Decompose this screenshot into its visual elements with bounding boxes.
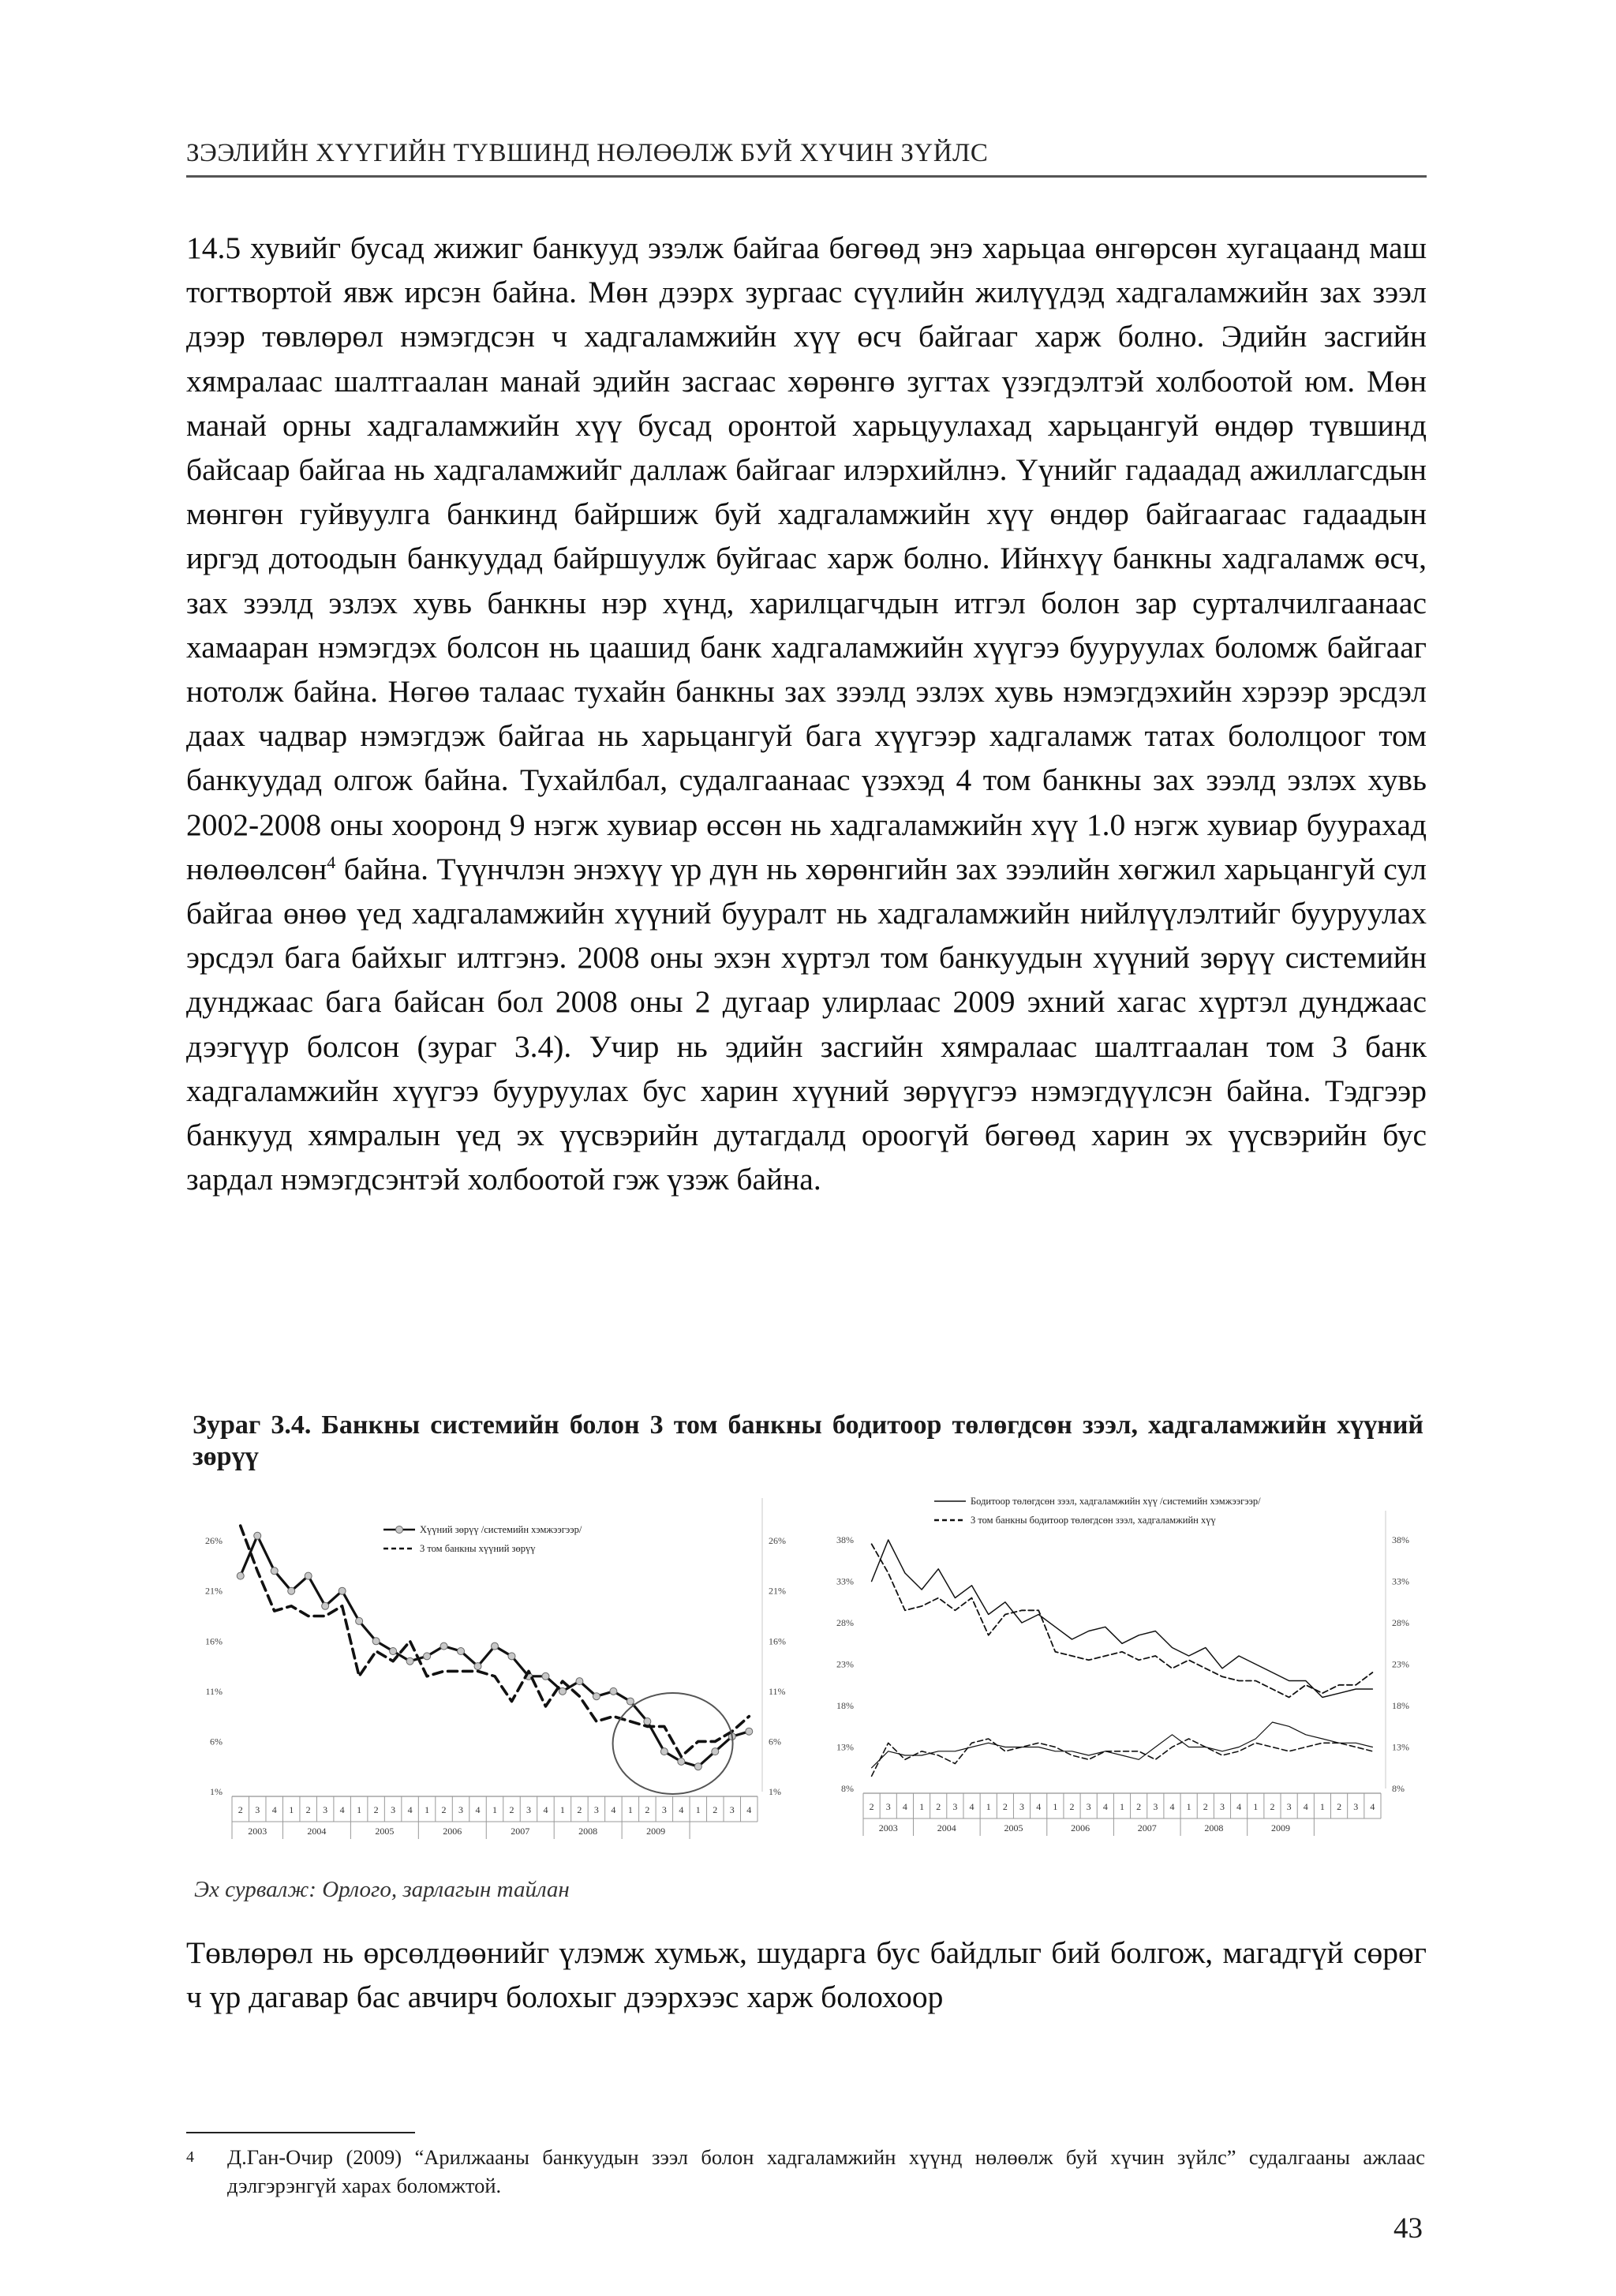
x-tick-label: 1 [1053,1801,1058,1812]
x-tick-label: 1 [919,1801,925,1812]
footnote-rule [186,2132,415,2133]
running-head-rule [186,175,1427,178]
x-tick-label: 4 [679,1804,684,1815]
x-tick-label: 2 [577,1804,582,1815]
x-tick-label: 2 [1337,1801,1342,1812]
y-tick-label-right: 16% [769,1635,786,1647]
x-tick-label: 1 [986,1801,991,1812]
x-tick-label: 4 [902,1801,907,1812]
y-tick-label-left: 11% [205,1685,223,1697]
legend-marker [396,1526,403,1534]
x-tick-label: 1 [492,1804,497,1815]
x-tick-label: 4 [746,1804,752,1815]
x-tick-label: 2 [509,1804,514,1815]
body-paragraph-2: Төвлөрөл нь өрсөлдөөнийг үлэмж хумьж, шударга бус байдлыг бий болгож, магадгүй сөрөг ч үр дагавар бас авчирч болохыг дээрхээс харж болохоор [186,1935,1427,2015]
y-tick-label-right: 8% [1392,1783,1405,1794]
x-tick-label: 2 [238,1804,243,1815]
x-tick-label: 1 [627,1804,633,1815]
running-head: ЗЭЭЛИЙН ХҮҮГИЙН ТҮВШИНД НӨЛӨӨЛЖ БУЙ ХҮЧИН ЗҮЙЛС [186,139,989,167]
x-tick-label: 2 [713,1804,718,1815]
x-tick-label: 3 [255,1804,260,1815]
paragraph-1-text: 14.5 хувийг бусад жижиг банкууд эзэлж байгаа бөгөөд энэ харьцаа өнгөрсөн хугацаанд маш тогтвортой явж ирсэн байна. Мөн дээрх зургаас сүүлийн жилүүдэд хадгаламжийн зах зээл дээр төвлөрөл нэмэгдсэн ч хадгаламжийн хүү өсч байгааг харж болно. Эдийн засгийн хямралаас шалтгаалан манай эдийн засгаас хөрөнгө зугтах үзэгдэлтэй холбоотой юм. Мөн манай орны хадгаламжийн хүү бусад оронтой харьцуулахад харьцангуй өндөр түвшинд байсаар байгаа нь хадгаламжийг даллаж байгааг илэрхийлнэ. Үүнийг гадаадад ажиллагсдын мөнгөн гуйвуулга банкинд байршиж буй хадгаламжийн хүү өндөр байгаагаас гадаадын иргэд дотоодын банкуудад байршуулж буйгаас харж болно. Ийнхүү банкны хадгаламж өсч, зах зээлд эзлэх хувь банкны нэр хүнд, харилцагчдын итгэл болон зар сурталчилгаанаас хамааран нэмэгдэх болсон нь цаашид банк хадгаламжийн хүүгээ бууруулах боломж байгааг нотолж байна. Нөгөө талаас тухайн банкны зах зээлд эзлэх хувь нэмэгдэхийн хэрээр эрсдэл даах чадвар нэмэгдэж байгаа нь харьцангуй бага хүүгээр хадгаламж татах бололцоог том банкуудад олгож байна. Тухайлбал, судалгаанаас үзэхэд 4 том банкны зах зээлд эзлэх хувь 2002-2008 оны хооронд 9 нэгж хувиар өссөн нь хадгаламжийн хүү 1.0 нэгж хувиар буурахад нөлөөлсөн [186,230,1427,886]
data-point-marker [237,1572,244,1579]
data-point-marker [322,1602,329,1609]
x-tick-label: 3 [1086,1801,1091,1812]
x-tick-label: 2 [1136,1801,1142,1812]
data-point-marker [694,1763,701,1770]
x-tick-label: 1 [1319,1801,1325,1812]
data-point-marker [492,1642,499,1650]
x-tick-label: 4 [407,1804,413,1815]
y-tick-label-left: 1% [210,1786,223,1797]
data-point-marker [254,1532,261,1539]
x-tick-label: 1 [559,1804,565,1815]
paragraph-1-continuation: байна. Түүнчлэн энэхүү үр дүн нь хөрөнгийн зах зээлийн хөгжил харьцангуй сул байгаа өнөө үед хадгаламжийн хүүний бууралт нь хадгаламжийн нийлүүлэлтийг бууруулах эрсдэл бага байхыг илтгэнэ. 2008 оны эхэн хүртэл том банкуудын хүүний зөрүү системийн дунджаас бага байсан бол 2008 оны 2 дугаар улирлаас 2009 эхний хагас хүртэл дунджаас дээгүүр болсон (зураг 3.4). Учир нь эдийн засгийн хямралаас шалтгаалан том 3 банк хадгаламжийн хүүгээ бууруулах бус харин хүүний зөрүүгээ нэмэгдүүлсэн байна. Тэдгээр банкууд хямралын үед эх үүсвэрийн дутагдалд ороогүй бөгөөд харин эх үүсвэрийн бус зардал нэмэгдсэнтэй холбоотой гэж үзэж байна. [186,851,1427,1197]
y-tick-label-right: 1% [769,1786,781,1797]
year-label: 2003 [248,1826,267,1837]
footnote-reference[interactable]: 4 [327,852,336,872]
data-point-marker [746,1728,753,1735]
left-chart [186,1487,802,1866]
series-line-1 [241,1536,750,1766]
y-tick-label-left: 16% [205,1635,223,1647]
x-tick-label: 3 [952,1801,958,1812]
x-tick-label: 2 [305,1804,311,1815]
year-label: 2003 [878,1822,898,1833]
data-point-marker [474,1663,481,1670]
x-tick-label: 2 [936,1801,941,1812]
data-point-marker [660,1748,668,1755]
y-tick-label-left: 38% [836,1534,854,1545]
right-chart [816,1487,1431,1866]
x-tick-label: 2 [441,1804,447,1815]
year-label: 2004 [307,1826,327,1837]
x-tick-label: 3 [1219,1801,1225,1812]
legend-label: 3 том банкны бодитоор төлөгдсөн зээл, хадгаламжийн хүү [971,1515,1216,1526]
year-label: 2006 [1071,1822,1090,1833]
page-number: 43 [1393,2212,1423,2245]
x-tick-label: 1 [289,1804,294,1815]
series-line-3 [872,1722,1373,1768]
figure-source: Эх сурвалж: Орлого, зарлагын тайлан [194,1877,570,1902]
footnote [186,2143,1425,2200]
series-line-4 [872,1739,1373,1776]
x-tick-label: 4 [339,1804,345,1815]
x-tick-label: 2 [373,1804,379,1815]
y-tick-label-left: 21% [205,1585,223,1597]
data-point-marker [288,1587,295,1594]
data-point-marker [406,1657,413,1665]
x-tick-label: 4 [969,1801,974,1812]
legend-label: Бодитоор төлөгдсөн зээл, хадгаламжийн хүү /системийн хэмжээгээр/ [971,1496,1261,1507]
x-tick-label: 1 [695,1804,701,1815]
x-tick-label: 1 [1120,1801,1124,1812]
footnote-text: Д.Ган-Очир (2009) “Арилжааны банкуудын зээл болон хадгаламжийн хүүнд нөлөөлж буй хүчин зүйлс” судалгааны ажлаас дэлгэрэнгүй харах боломжтой. [227,2145,1425,2197]
data-point-marker [559,1687,566,1695]
left-chart-svg [186,1487,802,1866]
x-tick-label: 3 [458,1804,464,1815]
x-tick-label: 2 [869,1801,874,1812]
x-tick-label: 3 [323,1804,328,1815]
data-point-marker [678,1758,685,1765]
x-tick-label: 3 [729,1804,735,1815]
data-point-marker [644,1718,651,1725]
year-label: 2008 [578,1826,598,1837]
x-tick-label: 3 [1153,1801,1158,1812]
x-tick-label: 3 [1019,1801,1025,1812]
year-label: 2009 [646,1826,666,1837]
x-tick-label: 2 [1270,1801,1275,1812]
y-tick-label-right: 18% [1392,1700,1409,1711]
year-label: 2004 [937,1822,956,1833]
data-point-marker [458,1648,465,1655]
year-label: 2007 [511,1826,530,1837]
y-tick-label-right: 38% [1392,1534,1409,1545]
year-label: 2005 [375,1826,395,1837]
series-line-2 [241,1526,750,1756]
x-tick-label: 4 [1236,1801,1242,1812]
data-point-marker [627,1698,634,1705]
right-chart-svg [816,1487,1431,1866]
data-point-marker [576,1678,583,1685]
data-point-marker [271,1567,278,1575]
footnote-mark: 4 [186,2148,194,2166]
y-tick-label-left: 18% [836,1700,854,1711]
x-tick-label: 3 [526,1804,531,1815]
x-tick-label: 4 [271,1804,277,1815]
y-tick-label-right: 21% [769,1585,786,1597]
data-point-marker [356,1617,363,1624]
y-tick-label-right: 26% [769,1535,786,1547]
y-tick-label-right: 33% [1392,1575,1409,1587]
x-tick-label: 3 [885,1801,891,1812]
x-tick-label: 1 [1253,1801,1259,1812]
series-line-2 [872,1544,1373,1697]
y-tick-label-right: 28% [1392,1617,1409,1628]
data-point-marker [440,1642,447,1650]
year-label: 2009 [1271,1822,1291,1833]
y-tick-label-right: 11% [769,1685,786,1697]
year-label: 2006 [443,1826,462,1837]
y-tick-label-left: 28% [836,1617,854,1628]
data-point-marker [542,1672,549,1680]
x-tick-label: 3 [1353,1801,1359,1812]
y-tick-label-right: 23% [1392,1658,1409,1670]
data-point-marker [508,1653,515,1660]
x-tick-label: 1 [357,1804,362,1815]
x-tick-label: 1 [1186,1801,1191,1812]
body-paragraph-1 [186,226,1427,1201]
data-point-marker [305,1572,312,1579]
x-tick-label: 4 [1102,1801,1108,1812]
y-tick-label-left: 26% [205,1535,223,1547]
x-tick-label: 2 [645,1804,650,1815]
y-tick-label-left: 8% [841,1783,854,1794]
y-tick-label-left: 6% [210,1736,223,1747]
x-tick-label: 4 [475,1804,481,1815]
x-tick-label: 2 [1203,1801,1208,1812]
y-tick-label-left: 13% [836,1741,854,1753]
x-tick-label: 3 [391,1804,396,1815]
data-point-marker [339,1587,346,1594]
year-label: 2008 [1204,1822,1224,1833]
legend-label: 3 том банкны хүүний зөрүү [420,1543,536,1554]
figure-caption: Зураг 3.4. Банкны системийн болон 3 том банкны бодитоор төлөгдсөн зээл, хадгаламжийн хүүний зөрүү [193,1410,1423,1471]
year-label: 2005 [1004,1822,1023,1833]
legend-label: Хүүний зөрүү /системийн хэмжээгээр/ [420,1524,582,1535]
x-tick-label: 4 [1036,1801,1042,1812]
y-tick-label-left: 23% [836,1658,854,1670]
x-tick-label: 3 [593,1804,599,1815]
x-tick-label: 4 [611,1804,616,1815]
data-point-marker [610,1687,617,1695]
x-tick-label: 3 [661,1804,667,1815]
x-tick-label: 4 [543,1804,548,1815]
x-tick-label: 4 [1303,1801,1308,1812]
x-tick-label: 2 [1069,1801,1075,1812]
data-point-marker [712,1748,719,1755]
y-tick-label-left: 33% [836,1575,854,1587]
series-line-1 [872,1540,1373,1698]
x-tick-label: 4 [1370,1801,1375,1812]
data-point-marker [593,1693,600,1700]
year-label: 2007 [1137,1822,1157,1833]
data-point-marker [372,1638,380,1645]
x-tick-label: 1 [425,1804,430,1815]
y-tick-label-right: 13% [1392,1741,1409,1753]
y-tick-label-right: 6% [769,1736,781,1747]
x-tick-label: 4 [1169,1801,1175,1812]
data-point-marker [390,1648,397,1655]
data-point-marker [424,1653,431,1660]
x-tick-label: 2 [1002,1801,1008,1812]
x-tick-label: 3 [1286,1801,1292,1812]
